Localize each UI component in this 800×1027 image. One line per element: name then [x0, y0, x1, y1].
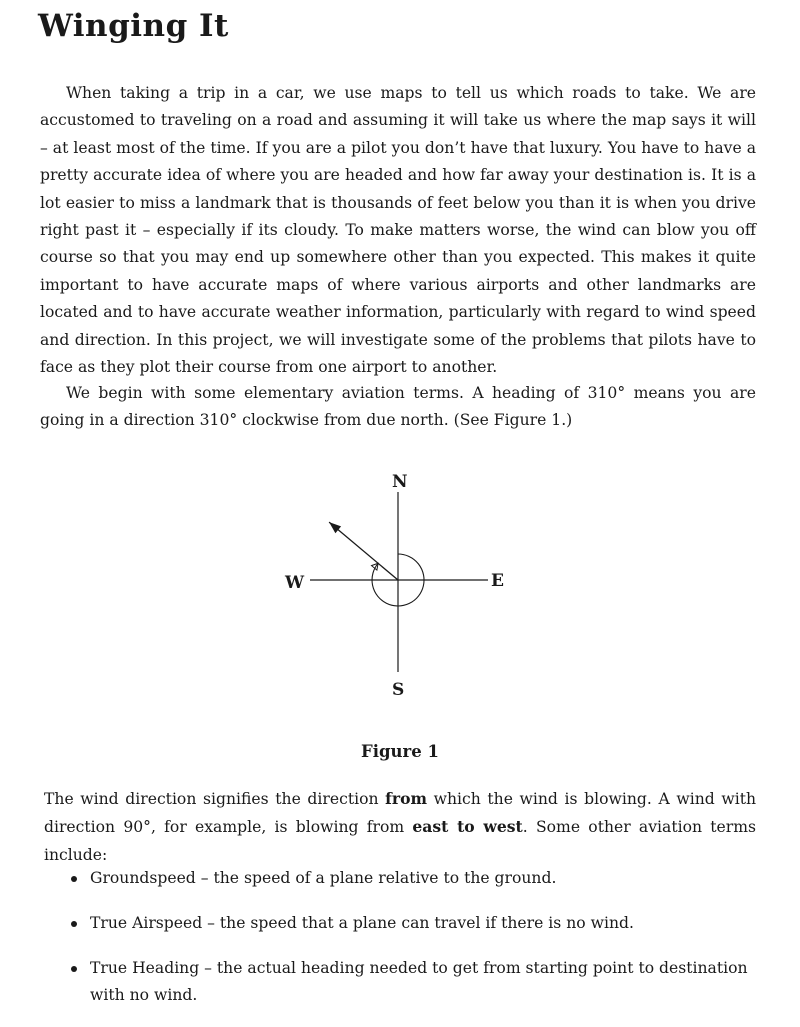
term-groundspeed: Groundspeed – the speed of a plane relative to the ground. — [90, 869, 557, 887]
list-item — [70, 910, 760, 937]
wind-bold-from: from — [385, 789, 427, 808]
terms-list — [70, 865, 760, 1027]
south-label: S — [392, 680, 405, 700]
term-true-heading: True Heading – the actual heading needed to get from starting point to destination with no wind. — [90, 959, 748, 1004]
compass-figure — [280, 462, 520, 702]
wind-text-1: The wind direction signifies the direction — [44, 790, 386, 808]
wind-bold-direction: east to west — [412, 817, 523, 837]
wind-paragraph — [44, 785, 756, 869]
east-label: E — [491, 571, 504, 591]
term-true-airspeed: True Airspeed – the speed that a plane can travel if there is no wind. — [90, 914, 634, 932]
bullet-icon — [71, 966, 77, 972]
list-item — [70, 865, 760, 892]
bullet-icon — [71, 921, 77, 927]
compass-diagram — [280, 462, 520, 702]
heading-arrow — [329, 522, 398, 580]
intro-paragraph: When taking a trip in a car, we use maps to tell us which roads to take. We are accustomed to traveling on a road and assuming it will take us where the map says it will – at least most of the time. If you are a pilot you don’t have that luxury. You have to have a pretty accurate idea of where you are headed and how far away your destination is. It is a lot easier to miss a landmark that is thousands of feet below you than it is when you drive right past it – especially if its cloudy. To make matters worse, the wind can blow you off course so that you may end up somewhere other than you expected. This makes it quite important to have accurate maps of where various airports and other landmarks are located and to have accurate weather information, particularly with regard to wind speed and direction. In this project, we will investigate some of the problems that pilots have to face as they plot their course from one airport to another. — [40, 84, 756, 377]
heading-arrowhead — [329, 522, 341, 533]
west-label: W — [285, 573, 305, 593]
wind-text-3: . Some other aviation terms include: — [44, 818, 756, 864]
bullet-icon — [71, 876, 77, 882]
wind-text-2: which the wind is blowing. A wind with direction 90°, for example, is blowing from — [44, 790, 756, 837]
terms-paragraph: We begin with some elementary aviation terms. A heading of 310° means you are going in a direction 310° clockwise from due north. (See Figure 1.) — [40, 384, 756, 430]
page-title: Winging It — [38, 8, 229, 44]
figure-caption: Figure 1 — [361, 742, 439, 761]
list-item — [70, 955, 760, 1009]
north-label: N — [392, 472, 408, 492]
